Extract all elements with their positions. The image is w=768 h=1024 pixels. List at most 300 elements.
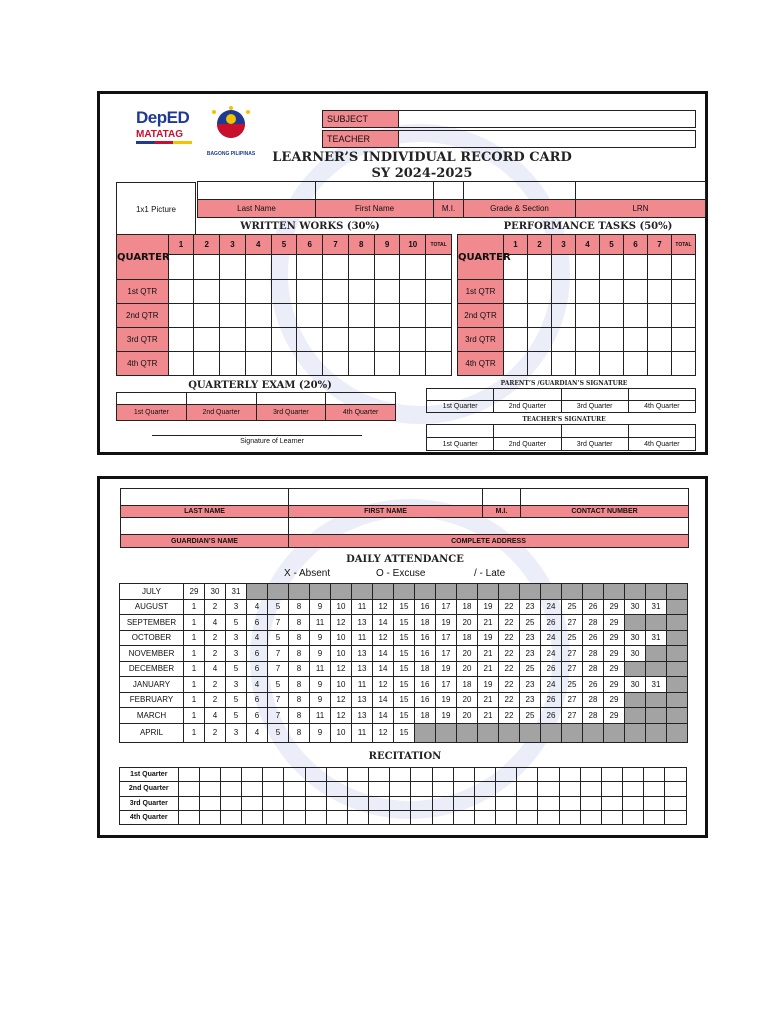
ww-score-cell[interactable] xyxy=(220,328,246,352)
attendance-day-cell[interactable]: 1 xyxy=(184,692,205,708)
recitation-cell[interactable] xyxy=(305,782,326,796)
recitation-cell[interactable] xyxy=(326,768,347,782)
recitation-cell[interactable] xyxy=(347,810,368,824)
attendance-day-cell[interactable]: 14 xyxy=(373,692,394,708)
parent-sig-q1-field[interactable] xyxy=(427,389,494,401)
ww-score-cell[interactable] xyxy=(168,352,194,376)
ww-score-cell[interactable] xyxy=(426,328,452,352)
attendance-day-cell[interactable]: 11 xyxy=(352,630,373,646)
recitation-cell[interactable] xyxy=(623,810,644,824)
recitation-cell[interactable] xyxy=(665,810,687,824)
guardian-name-field[interactable] xyxy=(121,518,289,535)
attendance-day-cell[interactable]: 28 xyxy=(583,615,604,631)
attendance-day-cell[interactable]: 1 xyxy=(184,708,205,724)
attendance-day-cell[interactable]: 28 xyxy=(583,646,604,662)
attendance-day-cell[interactable]: 21 xyxy=(478,708,499,724)
recitation-cell[interactable] xyxy=(538,810,559,824)
pt-score-cell[interactable] xyxy=(648,352,672,376)
recitation-cell[interactable] xyxy=(496,782,517,796)
attendance-day-cell[interactable]: 12 xyxy=(373,599,394,615)
attendance-day-cell[interactable]: 3 xyxy=(226,630,247,646)
attendance-day-cell[interactable]: 19 xyxy=(436,661,457,677)
attendance-day-cell[interactable]: 8 xyxy=(289,630,310,646)
parent-sig-q4-field[interactable] xyxy=(628,389,695,401)
pt-score-cell[interactable] xyxy=(648,304,672,328)
attendance-day-cell[interactable]: 21 xyxy=(478,692,499,708)
attendance-day-cell[interactable]: 25 xyxy=(520,661,541,677)
attendance-day-cell[interactable]: 17 xyxy=(436,646,457,662)
recitation-cell[interactable] xyxy=(242,810,263,824)
attendance-day-cell[interactable]: 18 xyxy=(415,708,436,724)
attendance-day-cell[interactable]: 16 xyxy=(415,692,436,708)
pt-score-cell[interactable] xyxy=(624,280,648,304)
attendance-day-cell[interactable]: 6 xyxy=(247,692,268,708)
pt-score-cell[interactable] xyxy=(600,280,624,304)
recitation-cell[interactable] xyxy=(178,782,199,796)
ww-score-cell[interactable] xyxy=(220,304,246,328)
recitation-cell[interactable] xyxy=(517,768,538,782)
attendance-day-cell[interactable]: 4 xyxy=(205,708,226,724)
attendance-day-cell[interactable]: 3 xyxy=(226,599,247,615)
attendance-day-cell[interactable]: 11 xyxy=(352,723,373,742)
attendance-day-cell[interactable]: 5 xyxy=(268,599,289,615)
attendance-day-cell[interactable]: 28 xyxy=(583,661,604,677)
ww-score-cell[interactable] xyxy=(323,328,349,352)
attendance-day-cell[interactable]: 14 xyxy=(373,646,394,662)
attendance-day-cell[interactable]: 23 xyxy=(520,692,541,708)
recitation-cell[interactable] xyxy=(220,796,241,810)
recitation-cell[interactable] xyxy=(474,768,495,782)
recitation-cell[interactable] xyxy=(559,796,580,810)
attendance-day-cell[interactable]: 22 xyxy=(499,646,520,662)
attendance-day-cell[interactable]: 22 xyxy=(499,615,520,631)
ww-score-cell[interactable] xyxy=(297,255,323,280)
attendance-day-cell[interactable]: 16 xyxy=(415,646,436,662)
ww-score-cell[interactable] xyxy=(220,280,246,304)
attendance-day-cell[interactable]: 13 xyxy=(352,615,373,631)
attendance-day-cell[interactable]: 23 xyxy=(520,599,541,615)
recitation-cell[interactable] xyxy=(369,782,390,796)
attendance-day-cell[interactable]: 12 xyxy=(373,723,394,742)
ww-score-cell[interactable] xyxy=(374,304,400,328)
attendance-day-cell[interactable]: 14 xyxy=(373,661,394,677)
attendance-day-cell[interactable]: 26 xyxy=(541,692,562,708)
ww-score-cell[interactable] xyxy=(168,328,194,352)
recitation-cell[interactable] xyxy=(390,810,411,824)
recitation-cell[interactable] xyxy=(411,810,432,824)
attendance-day-cell[interactable]: 1 xyxy=(184,646,205,662)
exam-q3-field[interactable] xyxy=(256,393,326,405)
recitation-cell[interactable] xyxy=(496,810,517,824)
attendance-day-cell[interactable]: 15 xyxy=(394,615,415,631)
recitation-cell[interactable] xyxy=(199,796,220,810)
pt-score-cell[interactable] xyxy=(600,352,624,376)
recitation-cell[interactable] xyxy=(644,796,665,810)
attendance-day-cell[interactable]: 26 xyxy=(541,708,562,724)
attendance-day-cell[interactable]: 9 xyxy=(310,677,331,693)
recitation-cell[interactable] xyxy=(601,768,622,782)
pt-score-cell[interactable] xyxy=(672,280,696,304)
ww-score-cell[interactable] xyxy=(400,304,426,328)
pt-score-cell[interactable] xyxy=(504,304,528,328)
recitation-cell[interactable] xyxy=(284,796,305,810)
recitation-cell[interactable] xyxy=(390,782,411,796)
attendance-day-cell[interactable]: 25 xyxy=(520,708,541,724)
attendance-day-cell[interactable]: 9 xyxy=(310,630,331,646)
ww-score-cell[interactable] xyxy=(400,280,426,304)
attendance-day-cell[interactable]: 19 xyxy=(478,677,499,693)
subject-field[interactable] xyxy=(399,111,695,127)
ww-score-cell[interactable] xyxy=(194,304,220,328)
attendance-day-cell[interactable]: 17 xyxy=(436,599,457,615)
attendance-day-cell[interactable]: 12 xyxy=(331,615,352,631)
attendance-day-cell[interactable]: 27 xyxy=(562,615,583,631)
attendance-day-cell[interactable]: 26 xyxy=(583,677,604,693)
recitation-cell[interactable] xyxy=(538,782,559,796)
attendance-day-cell[interactable]: 15 xyxy=(394,708,415,724)
attendance-day-cell[interactable]: 19 xyxy=(436,615,457,631)
recitation-cell[interactable] xyxy=(178,810,199,824)
attendance-day-cell[interactable]: 4 xyxy=(247,723,268,742)
attendance-day-cell[interactable]: 14 xyxy=(373,615,394,631)
ww-score-cell[interactable] xyxy=(348,304,374,328)
attendance-day-cell[interactable]: 18 xyxy=(457,599,478,615)
ww-score-cell[interactable] xyxy=(194,255,220,280)
ww-score-cell[interactable] xyxy=(271,280,297,304)
recitation-cell[interactable] xyxy=(284,768,305,782)
attendance-day-cell[interactable]: 22 xyxy=(499,630,520,646)
attendance-day-cell[interactable]: 9 xyxy=(310,646,331,662)
exam-q4-field[interactable] xyxy=(326,393,396,405)
recitation-cell[interactable] xyxy=(242,782,263,796)
ww-score-cell[interactable] xyxy=(194,352,220,376)
ww-score-cell[interactable] xyxy=(426,304,452,328)
attendance-day-cell[interactable]: 5 xyxy=(226,692,247,708)
attendance-day-cell[interactable]: 8 xyxy=(289,723,310,742)
attendance-day-cell[interactable]: 2 xyxy=(205,646,226,662)
learner-signature-line[interactable] xyxy=(152,435,362,436)
attendance-day-cell[interactable]: 31 xyxy=(646,599,667,615)
attendance-day-cell[interactable]: 4 xyxy=(247,599,268,615)
recitation-cell[interactable] xyxy=(644,810,665,824)
pt-score-cell[interactable] xyxy=(552,328,576,352)
recitation-cell[interactable] xyxy=(432,810,453,824)
attendance-day-cell[interactable]: 5 xyxy=(226,661,247,677)
pt-score-cell[interactable] xyxy=(576,328,600,352)
attendance-day-cell[interactable]: 24 xyxy=(541,599,562,615)
recitation-cell[interactable] xyxy=(369,810,390,824)
attendance-day-cell[interactable]: 7 xyxy=(268,646,289,662)
attendance-day-cell[interactable]: 12 xyxy=(331,692,352,708)
recitation-cell[interactable] xyxy=(326,796,347,810)
ww-score-cell[interactable] xyxy=(194,280,220,304)
attendance-day-cell[interactable]: 11 xyxy=(310,661,331,677)
attendance-day-cell[interactable]: 13 xyxy=(352,661,373,677)
attendance-day-cell[interactable]: 12 xyxy=(373,630,394,646)
attendance-day-cell[interactable]: 2 xyxy=(205,677,226,693)
attendance-day-cell[interactable]: 12 xyxy=(331,661,352,677)
exam-q2-field[interactable] xyxy=(186,393,256,405)
attendance-day-cell[interactable]: 24 xyxy=(541,646,562,662)
recitation-cell[interactable] xyxy=(453,782,474,796)
attendance-day-cell[interactable]: 5 xyxy=(268,723,289,742)
pt-score-cell[interactable] xyxy=(504,280,528,304)
attendance-day-cell[interactable]: 29 xyxy=(604,599,625,615)
attendance-day-cell[interactable]: 13 xyxy=(352,692,373,708)
recitation-cell[interactable] xyxy=(601,796,622,810)
attendance-day-cell[interactable]: 26 xyxy=(541,661,562,677)
recitation-cell[interactable] xyxy=(220,768,241,782)
recitation-cell[interactable] xyxy=(199,782,220,796)
attendance-day-cell[interactable]: 21 xyxy=(478,646,499,662)
ww-score-cell[interactable] xyxy=(168,255,194,280)
attendance-day-cell[interactable]: 19 xyxy=(478,599,499,615)
ww-score-cell[interactable] xyxy=(297,328,323,352)
attendance-day-cell[interactable]: 7 xyxy=(268,615,289,631)
ww-score-cell[interactable] xyxy=(426,352,452,376)
attendance-day-cell[interactable]: 3 xyxy=(226,723,247,742)
attendance-day-cell[interactable]: 6 xyxy=(247,615,268,631)
attendance-day-cell[interactable]: 22 xyxy=(499,692,520,708)
ww-score-cell[interactable] xyxy=(348,255,374,280)
attendance-day-cell[interactable]: 15 xyxy=(394,646,415,662)
recitation-cell[interactable] xyxy=(644,768,665,782)
attendance-day-cell[interactable]: 27 xyxy=(562,661,583,677)
attendance-day-cell[interactable]: 8 xyxy=(289,646,310,662)
attendance-day-cell[interactable]: 25 xyxy=(562,630,583,646)
ww-score-cell[interactable] xyxy=(271,352,297,376)
attendance-day-cell[interactable]: 29 xyxy=(604,630,625,646)
attendance-day-cell[interactable]: 11 xyxy=(352,599,373,615)
attendance-day-cell[interactable]: 10 xyxy=(331,599,352,615)
ww-score-cell[interactable] xyxy=(374,352,400,376)
attendance-day-cell[interactable]: 29 xyxy=(604,677,625,693)
recitation-cell[interactable] xyxy=(453,810,474,824)
recitation-cell[interactable] xyxy=(623,782,644,796)
attendance-day-cell[interactable]: 17 xyxy=(436,630,457,646)
ww-score-cell[interactable] xyxy=(245,352,271,376)
attendance-day-cell[interactable]: 20 xyxy=(457,692,478,708)
ww-score-cell[interactable] xyxy=(168,304,194,328)
attendance-day-cell[interactable]: 26 xyxy=(583,630,604,646)
attendance-day-cell[interactable]: 3 xyxy=(226,677,247,693)
attendance-day-cell[interactable]: 13 xyxy=(352,708,373,724)
recitation-cell[interactable] xyxy=(559,768,580,782)
attendance-day-cell[interactable]: 8 xyxy=(289,708,310,724)
pt-score-cell[interactable] xyxy=(528,304,552,328)
attendance-day-cell[interactable]: 31 xyxy=(646,677,667,693)
recitation-cell[interactable] xyxy=(665,768,687,782)
recitation-cell[interactable] xyxy=(178,768,199,782)
attendance-day-cell[interactable]: 28 xyxy=(583,692,604,708)
recitation-cell[interactable] xyxy=(263,796,284,810)
attendance-day-cell[interactable]: 27 xyxy=(562,692,583,708)
recitation-cell[interactable] xyxy=(559,782,580,796)
attendance-day-cell[interactable]: 18 xyxy=(457,630,478,646)
attendance-day-cell[interactable]: 15 xyxy=(394,661,415,677)
attendance-day-cell[interactable]: 11 xyxy=(352,677,373,693)
complete-address-field[interactable] xyxy=(289,518,689,535)
parent-sig-q2-field[interactable] xyxy=(494,389,561,401)
ww-score-cell[interactable] xyxy=(348,328,374,352)
contact-number-field[interactable] xyxy=(521,489,689,506)
pt-score-cell[interactable] xyxy=(528,352,552,376)
recitation-cell[interactable] xyxy=(326,782,347,796)
attendance-day-cell[interactable]: 1 xyxy=(184,723,205,742)
attendance-day-cell[interactable]: 1 xyxy=(184,599,205,615)
pt-score-cell[interactable] xyxy=(576,255,600,280)
pt-score-cell[interactable] xyxy=(600,304,624,328)
attendance-day-cell[interactable]: 9 xyxy=(310,599,331,615)
recitation-cell[interactable] xyxy=(665,796,687,810)
attendance-day-cell[interactable]: 9 xyxy=(310,692,331,708)
attendance-day-cell[interactable]: 12 xyxy=(373,677,394,693)
attendance-day-cell[interactable]: 29 xyxy=(604,615,625,631)
attendance-day-cell[interactable]: 23 xyxy=(520,677,541,693)
attendance-day-cell[interactable]: 13 xyxy=(352,646,373,662)
attendance-day-cell[interactable]: 8 xyxy=(289,615,310,631)
attendance-day-cell[interactable]: 29 xyxy=(604,708,625,724)
recitation-cell[interactable] xyxy=(474,782,495,796)
attendance-day-cell[interactable]: 22 xyxy=(499,599,520,615)
attendance-day-cell[interactable]: 1 xyxy=(184,661,205,677)
ww-score-cell[interactable] xyxy=(348,280,374,304)
attendance-day-cell[interactable]: 24 xyxy=(541,630,562,646)
attendance-day-cell[interactable]: 30 xyxy=(625,630,646,646)
ww-score-cell[interactable] xyxy=(374,328,400,352)
pt-score-cell[interactable] xyxy=(552,255,576,280)
attendance-day-cell[interactable]: 4 xyxy=(205,615,226,631)
recitation-cell[interactable] xyxy=(496,796,517,810)
recitation-cell[interactable] xyxy=(199,810,220,824)
recitation-cell[interactable] xyxy=(411,768,432,782)
ww-score-cell[interactable] xyxy=(220,255,246,280)
pt-score-cell[interactable] xyxy=(672,255,696,280)
attendance-day-cell[interactable]: 4 xyxy=(205,661,226,677)
recitation-cell[interactable] xyxy=(326,810,347,824)
ww-score-cell[interactable] xyxy=(374,280,400,304)
recitation-cell[interactable] xyxy=(517,782,538,796)
pt-score-cell[interactable] xyxy=(576,280,600,304)
recitation-cell[interactable] xyxy=(496,768,517,782)
pt-score-cell[interactable] xyxy=(624,352,648,376)
teacher-sig-q4-field[interactable] xyxy=(628,425,695,438)
attendance-day-cell[interactable]: 15 xyxy=(394,630,415,646)
attendance-day-cell[interactable]: 21 xyxy=(478,661,499,677)
recitation-cell[interactable] xyxy=(580,810,601,824)
attendance-day-cell[interactable]: 1 xyxy=(184,615,205,631)
recitation-cell[interactable] xyxy=(284,782,305,796)
attendance-day-cell[interactable]: 15 xyxy=(394,599,415,615)
attendance-day-cell[interactable]: 20 xyxy=(457,646,478,662)
pt-score-cell[interactable] xyxy=(672,328,696,352)
ww-score-cell[interactable] xyxy=(271,328,297,352)
recitation-cell[interactable] xyxy=(220,810,241,824)
recitation-cell[interactable] xyxy=(644,782,665,796)
attendance-day-cell[interactable]: 21 xyxy=(478,615,499,631)
pt-score-cell[interactable] xyxy=(672,352,696,376)
recitation-cell[interactable] xyxy=(263,782,284,796)
ww-score-cell[interactable] xyxy=(323,255,349,280)
recitation-cell[interactable] xyxy=(623,768,644,782)
ww-score-cell[interactable] xyxy=(271,255,297,280)
back-last-name-field[interactable] xyxy=(121,489,289,506)
attendance-day-cell[interactable]: 18 xyxy=(457,677,478,693)
first-name-field[interactable] xyxy=(316,182,434,200)
attendance-day-cell[interactable]: 8 xyxy=(289,599,310,615)
recitation-cell[interactable] xyxy=(580,796,601,810)
attendance-day-cell[interactable]: 7 xyxy=(268,692,289,708)
attendance-day-cell[interactable]: 4 xyxy=(247,677,268,693)
pt-score-cell[interactable] xyxy=(576,304,600,328)
recitation-cell[interactable] xyxy=(601,782,622,796)
attendance-day-cell[interactable]: 18 xyxy=(415,661,436,677)
recitation-cell[interactable] xyxy=(305,768,326,782)
attendance-day-cell[interactable]: 31 xyxy=(646,630,667,646)
parent-sig-q3-field[interactable] xyxy=(561,389,628,401)
pt-score-cell[interactable] xyxy=(504,352,528,376)
back-first-name-field[interactable] xyxy=(289,489,483,506)
attendance-day-cell[interactable]: 18 xyxy=(415,615,436,631)
mi-field[interactable] xyxy=(434,182,464,200)
recitation-cell[interactable] xyxy=(242,796,263,810)
recitation-cell[interactable] xyxy=(369,768,390,782)
attendance-day-cell[interactable]: 20 xyxy=(457,708,478,724)
pt-score-cell[interactable] xyxy=(552,280,576,304)
attendance-day-cell[interactable]: 2 xyxy=(205,723,226,742)
recitation-cell[interactable] xyxy=(411,782,432,796)
recitation-cell[interactable] xyxy=(347,768,368,782)
recitation-cell[interactable] xyxy=(390,796,411,810)
attendance-day-cell[interactable]: 2 xyxy=(205,692,226,708)
attendance-day-cell[interactable]: 1 xyxy=(184,630,205,646)
recitation-cell[interactable] xyxy=(432,796,453,810)
recitation-cell[interactable] xyxy=(517,810,538,824)
ww-score-cell[interactable] xyxy=(400,352,426,376)
pt-score-cell[interactable] xyxy=(672,304,696,328)
recitation-cell[interactable] xyxy=(369,796,390,810)
ww-score-cell[interactable] xyxy=(400,328,426,352)
attendance-day-cell[interactable]: 15 xyxy=(394,692,415,708)
attendance-day-cell[interactable]: 29 xyxy=(604,646,625,662)
pt-score-cell[interactable] xyxy=(648,255,672,280)
attendance-day-cell[interactable]: 19 xyxy=(478,630,499,646)
attendance-day-cell[interactable]: 6 xyxy=(247,708,268,724)
recitation-cell[interactable] xyxy=(411,796,432,810)
attendance-day-cell[interactable]: 7 xyxy=(268,708,289,724)
attendance-day-cell[interactable]: 31 xyxy=(226,584,247,600)
attendance-day-cell[interactable]: 24 xyxy=(541,677,562,693)
pt-score-cell[interactable] xyxy=(528,255,552,280)
recitation-cell[interactable] xyxy=(305,796,326,810)
recitation-cell[interactable] xyxy=(432,782,453,796)
attendance-day-cell[interactable]: 3 xyxy=(226,646,247,662)
grade-section-field[interactable] xyxy=(464,182,576,200)
attendance-day-cell[interactable]: 15 xyxy=(394,677,415,693)
attendance-day-cell[interactable]: 8 xyxy=(289,692,310,708)
recitation-cell[interactable] xyxy=(623,796,644,810)
recitation-cell[interactable] xyxy=(538,768,559,782)
attendance-day-cell[interactable]: 1 xyxy=(184,677,205,693)
attendance-day-cell[interactable]: 22 xyxy=(499,708,520,724)
attendance-day-cell[interactable]: 15 xyxy=(394,723,415,742)
attendance-day-cell[interactable]: 22 xyxy=(499,661,520,677)
recitation-cell[interactable] xyxy=(347,796,368,810)
ww-score-cell[interactable] xyxy=(220,352,246,376)
attendance-day-cell[interactable]: 4 xyxy=(247,630,268,646)
ww-score-cell[interactable] xyxy=(245,280,271,304)
attendance-day-cell[interactable]: 25 xyxy=(562,677,583,693)
